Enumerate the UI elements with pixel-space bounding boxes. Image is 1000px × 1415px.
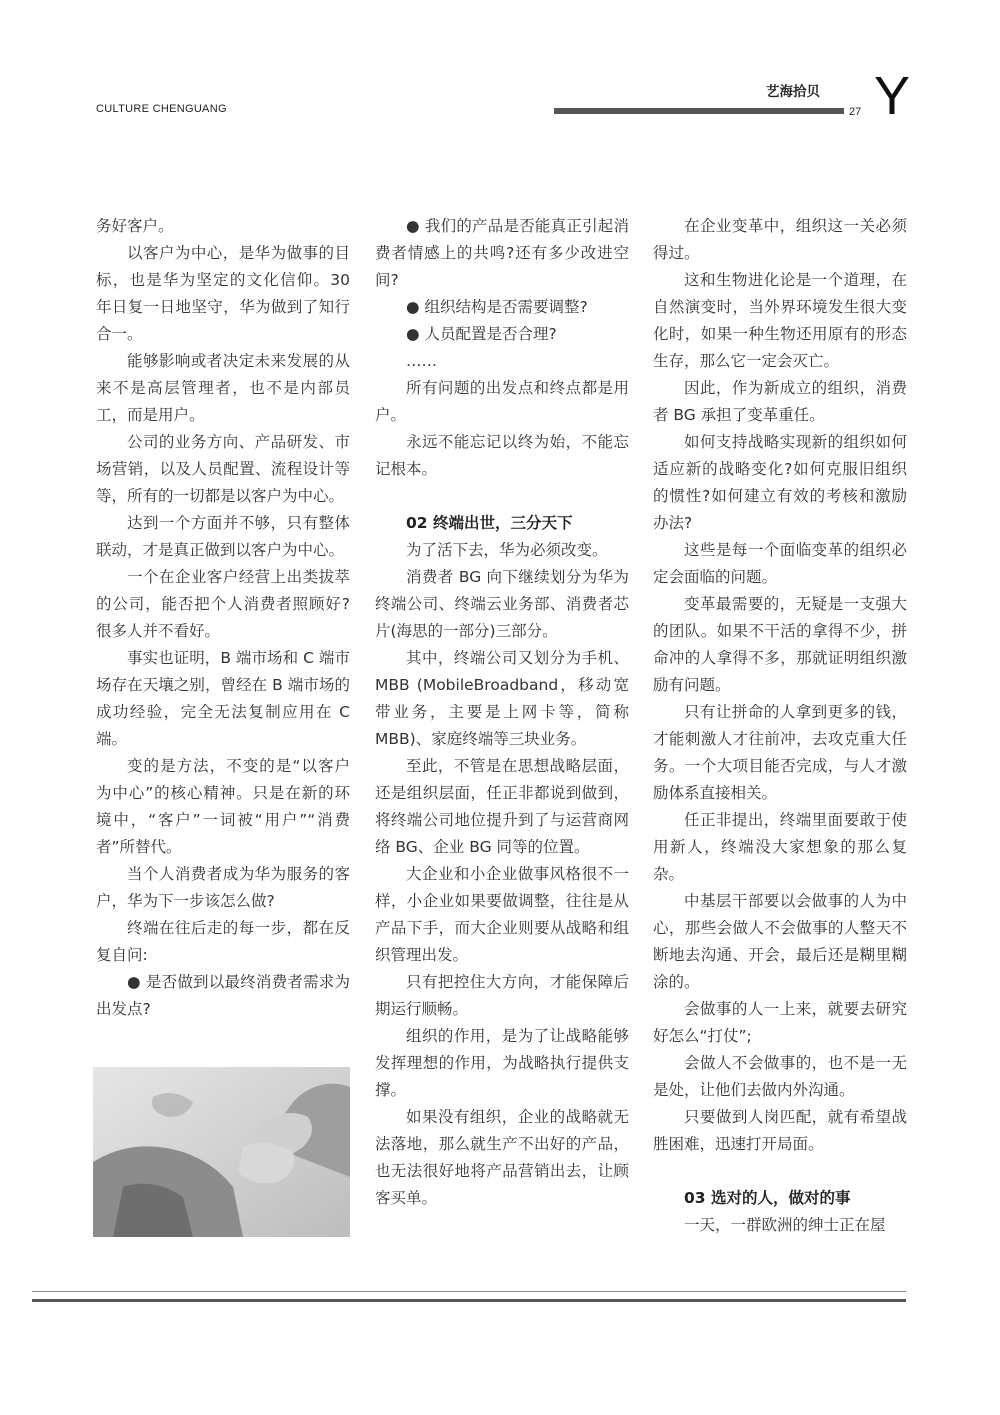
handshake-photo	[93, 1067, 350, 1237]
paragraph: 只要做到人岗匹配，就有希望战胜困难，迅速打开局面。	[653, 1108, 907, 1153]
paragraph: 达到一个方面并不够，只有整体联动，才是真正做到以客户为中心。	[96, 514, 350, 559]
paragraph: 以客户为中心，是华为做事的目标，也是华为坚定的文化信仰。30 年日复一日地坚守，华为做到了知行合一。	[96, 244, 355, 343]
paragraph-gap	[653, 1158, 907, 1185]
paragraph: 终端在往后走的每一步，都在反复自问:	[96, 919, 350, 964]
paragraph: 因此，作为新成立的组织，消费者 BG 承担了变革重任。	[653, 379, 907, 424]
paragraph: 在企业变革中，组织这一关必须得过。	[653, 217, 907, 262]
paragraph: ● 是否做到以最终消费者需求为出发点?	[96, 973, 350, 1018]
footer-rule	[32, 1299, 906, 1302]
section-heading: 02 终端出世，三分天下	[406, 514, 573, 532]
paragraph: 如何支持战略实现新的组织如何适应新的战略变化?如何克服旧组织的惯性?如何建立有效的考核和激励办法?	[653, 433, 907, 532]
paragraph: 其中，终端公司又划分为手机、MBB (MobileBroadband，移动宽带业务，主要是上网卡等，简称 MBB)、家庭终端等三块业务。	[375, 649, 634, 748]
paragraph: 这和生物进化论是一个道理，在自然演变时，当外界环境发生很大变化时，如果一种生物还用原有的形态生存，那么它一定会灭亡。	[653, 271, 907, 370]
paragraph: ● 组织结构是否需要调整?	[406, 298, 588, 316]
paragraph: 只有让拼命的人拿到更多的钱，才能刺激人才往前冲，去攻克重大任务。一个大项目能否完成，与人才激励体系直接相关。	[653, 703, 907, 802]
paragraph: 这些是每一个面临变革的组织必定会面临的问题。	[653, 541, 907, 586]
text-column-1	[96, 213, 355, 1023]
paragraph: 消费者 BG 向下继续划分为华为终端公司、终端云业务部、消费者芯片(海思的一部分)三部分。	[375, 568, 629, 640]
paragraph: 中基层干部要以会做事的人为中心，那些会做人不会做事的人整天不断地去沟通、开会，最后还是糊里糊涂的。	[653, 892, 907, 991]
section-heading: 03 选对的人，做对的事	[684, 1189, 851, 1207]
paragraph: ● 我们的产品是否能真正引起消费者情感上的共鸣?还有多少改进空间?	[375, 217, 629, 289]
paragraph: ● 人员配置是否合理?	[406, 325, 557, 343]
paragraph: 会做事的人一上来，就要去研究好怎么“打仗”;	[653, 1000, 907, 1045]
text-column-3	[653, 213, 907, 1239]
handshake-image-icon	[93, 1067, 350, 1237]
paragraph: 会做人不会做事的，也不是一无是处，让他们去做内外沟通。	[653, 1054, 907, 1099]
text-column-2	[375, 213, 634, 1212]
paragraph: 只有把控住大方向，才能保障后期运行顺畅。	[375, 973, 629, 1018]
paragraph: 所有问题的出发点和终点都是用户。	[375, 379, 629, 424]
paragraph: 一个在企业客户经营上出类拔萃的公司，能否把个人消费者照顾好?很多人并不看好。	[96, 568, 350, 640]
section-letter: Y	[874, 66, 911, 126]
magazine-name: CULTURE CHENGUANG	[96, 103, 227, 115]
paragraph: 任正非提出，终端里面要敢于使用新人，终端没大家想象的那么复杂。	[653, 811, 907, 883]
paragraph: 如果没有组织，企业的战略就无法落地，那么就生产不出好的产品，也无法很好地将产品营销出去，让顾客买单。	[375, 1108, 629, 1207]
paragraph: 为了活下去，华为必须改变。	[406, 541, 608, 559]
paragraph: 一天，一群欧洲的绅士正在屋	[684, 1216, 886, 1234]
paragraph: 变的是方法，不变的是“以客户为中心”的核心精神。只是在新的环境中，“客户”一词被“用户”“消费者”所替代。	[96, 757, 350, 856]
footer-rule-thin	[32, 1291, 906, 1292]
paragraph: 公司的业务方向、产品研发、市场营销，以及人员配置、流程设计等等，所有的一切都是以客户为中心。	[96, 433, 350, 505]
paragraph: 当个人消费者成为华为服务的客户，华为下一步该怎么做?	[96, 865, 350, 910]
paragraph: 组织的作用，是为了让战略能够发挥理想的作用，为战略执行提供支撑。	[375, 1027, 629, 1099]
paragraph: 能够影响或者决定未来发展的从来不是高层管理者，也不是内部员工，而是用户。	[96, 352, 350, 424]
paragraph: ……	[406, 352, 437, 370]
paragraph: 永远不能忘记以终为始，不能忘记根本。	[375, 433, 629, 478]
paragraph: 变革最需要的，无疑是一支强大的团队。如果不干活的拿得不少，拼命冲的人拿得不多，那就证明组织激励有问题。	[653, 595, 907, 694]
section-title: 艺海拾贝	[766, 84, 820, 100]
paragraph-gap	[375, 483, 629, 510]
paragraph: 大企业和小企业做事风格很不一样，小企业如果要做调整，往往是从产品下手，而大企业则要从战略和组织管理出发。	[375, 865, 629, 964]
paragraph: 至此，不管是在思想战略层面，还是组织层面，任正非都说到做到，将终端公司地位提升到了与运营商网络 BG、企业 BG 同等的位置。	[375, 757, 629, 856]
header-bar	[554, 108, 844, 114]
paragraph: 务好客户。	[96, 217, 174, 235]
paragraph: 事实也证明，B 端市场和 C 端市场存在天壤之别，曾经在 B 端市场的成功经验，完全无法复制应用在 C 端。	[96, 649, 355, 748]
page-number: 27	[849, 106, 862, 118]
